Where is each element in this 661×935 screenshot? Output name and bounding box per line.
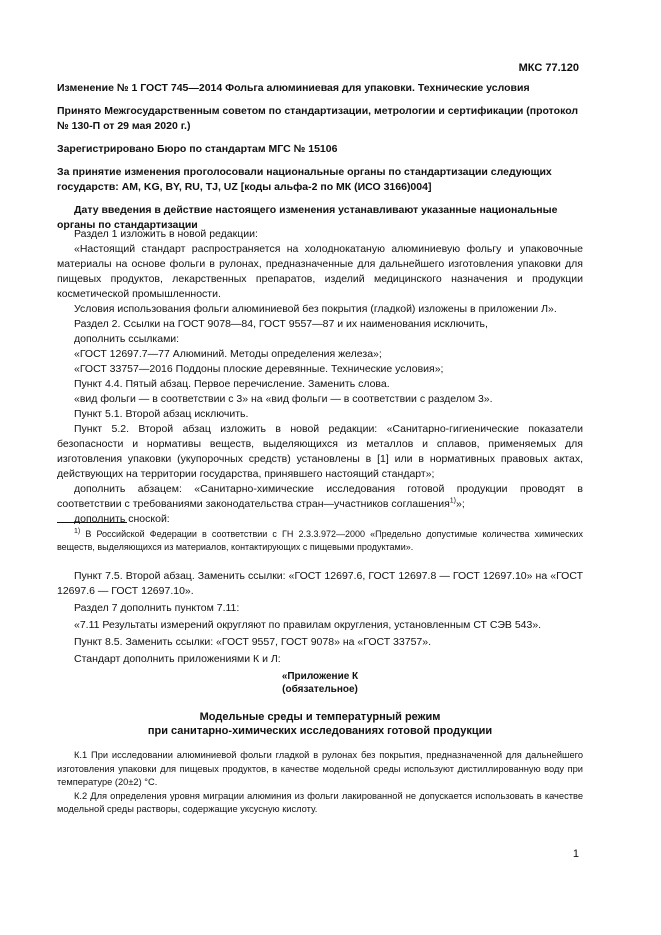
paragraph: Раздел 1 изложить в новой редакции:	[74, 228, 258, 240]
appendix-status: (обязательное)	[282, 684, 358, 695]
footnote	[57, 528, 583, 554]
classification-code: МКС 77.120	[518, 62, 579, 74]
paragraph-text: дополнить абзацем: «Санитарно-химические исследования готовой продукции проводят в соответствии с требованиями законодательства стран—участников соглашения	[57, 483, 583, 510]
paragraph: Пункт 7.5. Второй абзац. Заменить ссылки: «ГОСТ 12697.6, ГОСТ 12697.8 — ГОСТ 12697.10» на «ГОСТ 12697.6 — ГОСТ 12697.10».	[57, 570, 583, 597]
paragraph	[57, 482, 583, 512]
amendment-body	[57, 227, 583, 527]
paragraph: «вид фольги — в соответствии с 3» на «вид фольги — в соответствии с разделом 3».	[74, 393, 493, 405]
paragraph: Пункт 5.2. Второй абзац изложить в новой редакции: «Санитарно-гигиенические показатели безопасности и нормативы веществ, выделяющихся из металлов и сплавов, применяемых для изготовления упаковки (укупорочных средств) установлены в [1] или в нормативных правовых актах, действующих на территории государства, принявшего настоящий стандарт»;	[57, 423, 583, 480]
footnote-mark: 1)	[74, 528, 81, 535]
appendix-label: «Приложение К	[281, 671, 359, 682]
voting-statement: За принятие изменения проголосовали национальные органы по стандартизации следующих государств: AM, KG, BY, RU, TJ, UZ [коды альфа-2 по МК (ИСО 3166)004]	[57, 166, 552, 193]
paragraph: «Настоящий стандарт распространяется на холоднокатаную алюминиевую фольгу и упаковочные материалы на основе фольги в рулонах, предназначенные для дальнейшего изготовления упаковки для пищевых продуктов, лекарственных препаратов, изделий медицинского назначения и продукции косметической промышленности.	[57, 243, 583, 300]
amendment-body-continued	[57, 569, 583, 667]
appendix-subtitle: при санитарно-химических исследованиях готовой продукции	[147, 725, 493, 737]
footnote-divider	[57, 522, 127, 523]
effective-date-statement: Дату введения в действие настоящего изменения устанавливают указанные национальные органы по стандартизации	[57, 204, 558, 231]
page-number: 1	[572, 848, 579, 860]
paragraph: дополнить ссылками:	[74, 333, 180, 345]
paragraph: Пункт 4.4. Пятый абзац. Первое перечисление. Заменить слова.	[74, 378, 390, 390]
document-heading	[57, 81, 583, 233]
registration-statement: Зарегистрировано Бюро по стандартам МГС № 15106	[57, 143, 338, 155]
amendment-title: Изменение № 1 ГОСТ 745—2014 Фольга алюминиевая для упаковки. Технические условия	[57, 82, 530, 94]
paragraph: Условия использования фольги алюминиевой без покрытия (гладкой) изложены в приложении Л».	[74, 303, 557, 315]
paragraph: «ГОСТ 33757—2016 Поддоны плоские деревянные. Технические условия»;	[74, 363, 444, 375]
paragraph: «7.11 Результаты измерений округляют по правилам округления, установленным СТ СЭВ 543».	[74, 619, 542, 631]
footnote-ref: 1)	[449, 497, 456, 505]
paragraph: Пункт 5.1. Второй абзац исключить.	[74, 408, 249, 420]
clause-k1: К.1 При исследовании алюминиевой фольги гладкой в рулонах без покрытия, предназначенной для дальнейшего изготовления упаковки для пищевых продуктов, в качестве модельной среды используют дистиллированную воду при температуре (20±2) °С.	[57, 750, 583, 787]
paragraph: Раздел 2. Ссылки на ГОСТ 9078—84, ГОСТ 9557—87 и их наименования исключить,	[74, 318, 488, 330]
adopted-statement: Принято Межгосударственным советом по стандартизации, метрологии и сертификации (протокол № 130-П от 29 мая 2020 г.)	[57, 105, 579, 132]
paragraph: дополнить сноской:	[74, 513, 170, 525]
footnote-text: В Российской Федерации в соответствии с ГН 2.3.3.972—2000 «Предельно допустимые количества химических веществ, выделяющихся из материалов, контактирующих с пищевыми продуктами».	[57, 529, 583, 552]
paragraph: Стандарт дополнить приложениями К и Л:	[74, 653, 281, 665]
appendix-k	[57, 670, 583, 817]
paragraph: «ГОСТ 12697.7—77 Алюминий. Методы определения железа»;	[74, 348, 382, 360]
clause-k2: К.2 Для определения уровня миграции алюминия из фольги лакированной не допускается использовать в качестве модельной среды растворы, содержащие уксусную кислоту.	[57, 790, 583, 814]
paragraph: Раздел 7 дополнить пунктом 7.11:	[74, 602, 240, 614]
paragraph-end: »;	[456, 498, 465, 510]
appendix-title: Модельные среды и температурный режим	[199, 711, 441, 723]
paragraph: Пункт 8.5. Заменить ссылки: «ГОСТ 9557, ГОСТ 9078» на «ГОСТ 33757».	[74, 636, 432, 648]
